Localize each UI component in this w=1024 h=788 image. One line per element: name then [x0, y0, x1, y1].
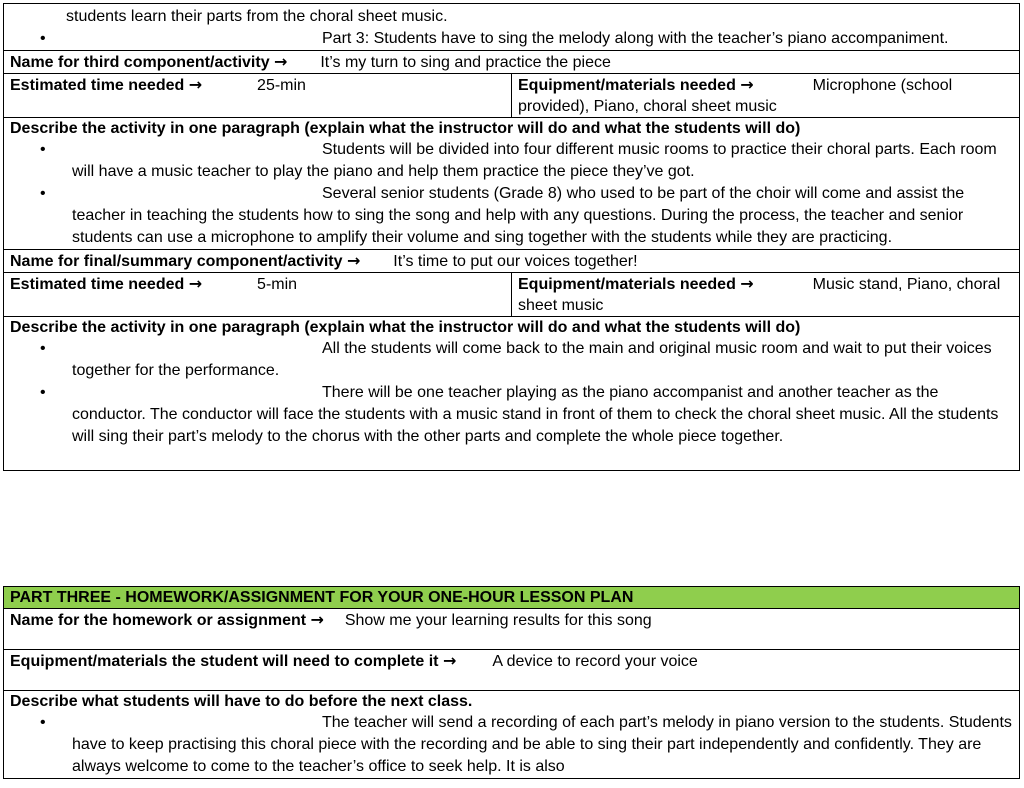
list-item: • There will be one teacher playing as the piano accompanist and another teacher as the conductor. The conductor will face the students with a music stand in front of them to check the choral sheet music. All the students will sing their part’s melody to the chorus with the other parts and complete the whole piece together.	[40, 384, 999, 445]
homework-equip-value: A device to record your voice	[492, 653, 698, 670]
final-time-label: Estimated time needed	[10, 276, 185, 293]
lesson-table-top	[3, 3, 1020, 471]
final-time-value: 5-min	[257, 276, 298, 293]
third-describe-row	[4, 118, 1019, 250]
list-item: • Students will be divided into four different music rooms to practice their choral parts. Each room will have a music teacher to play the piano and help them practice the piece they’ve got.	[40, 141, 997, 180]
part3-row	[4, 4, 1019, 51]
bullet-icon: •	[40, 714, 46, 731]
part-three-header: PART THREE - HOMEWORK/ASSIGNMENT FOR YOUR ONE-HOUR LESSON PLAN	[4, 587, 1019, 609]
homework-bullet-list	[10, 712, 1013, 778]
homework-name-label: Name for the homework or assignment	[10, 612, 307, 629]
homework-describe-label: Describe what students will have to do before the next class.	[10, 693, 473, 710]
right-arrow-icon: →	[310, 610, 324, 629]
right-arrow-icon: →	[740, 274, 754, 293]
third-name-label: Name for third component/activity	[10, 54, 270, 71]
right-arrow-icon: →	[442, 651, 457, 670]
third-equip-label: Equipment/materials needed	[518, 77, 736, 94]
final-name-label: Name for final/summary component/activity	[10, 253, 343, 270]
final-equip-label: Equipment/materials needed	[518, 276, 736, 293]
right-arrow-icon: →	[188, 75, 203, 94]
third-time-cell	[4, 74, 512, 117]
final-equip-value: Music stand, Piano, choral sheet music	[518, 276, 1001, 314]
bullet-icon: •	[40, 384, 46, 401]
list-item: • The teacher will send a recording of each part’s melody in piano version to the students. Students have to keep practising this choral piece with the recording and be able to sing their part independently and confidently. They are always welcome to come to the teacher’s office to seek help. It is also	[40, 714, 1012, 775]
right-arrow-icon: →	[346, 251, 361, 270]
third-equip-value: Microphone (school provided), Piano, choral sheet music	[518, 77, 953, 115]
right-arrow-icon: →	[188, 274, 203, 293]
third-bullet-list	[10, 139, 1013, 249]
right-arrow-icon: →	[740, 75, 754, 94]
list-item: • All the students will come back to the main and original music room and wait to put their voices together for the performance.	[40, 340, 992, 379]
part3-list	[10, 28, 1013, 50]
third-time-value: 25-min	[257, 77, 306, 94]
homework-equip-row	[4, 650, 1019, 691]
homework-name-row	[4, 609, 1019, 650]
final-name-row	[4, 250, 1019, 273]
list-item: • Part 3: Students have to sing the melody along with the teacher’s piano accompaniment.	[10, 28, 1013, 50]
final-describe-label: Describe the activity in one paragraph (explain what the instructor will do and what the students will do)	[10, 319, 801, 336]
third-equip-cell	[512, 74, 1019, 117]
part-three-table	[3, 586, 1020, 779]
right-arrow-icon: →	[274, 52, 288, 71]
final-describe-row	[4, 317, 1019, 470]
continuation-text: students learn their parts from the choral sheet music.	[66, 8, 448, 25]
final-name-value: It’s time to put our voices together!	[393, 253, 638, 270]
homework-describe-row	[4, 691, 1019, 778]
final-equip-cell	[512, 273, 1019, 316]
third-time-equip-row	[4, 74, 1019, 118]
final-bullet-list	[10, 338, 1013, 448]
third-name-row	[4, 51, 1019, 74]
final-time-cell	[4, 273, 512, 316]
list-item: • Several senior students (Grade 8) who used to be part of the choir will come and assist the teacher in teaching the students how to sing the song and help with any questions. During the process, the teacher and senior students can use a microphone to amplify their volume and sing together with the students while they are practicing.	[40, 185, 965, 246]
homework-name-value: Show me your learning results for this song	[344, 612, 652, 629]
bullet-icon: •	[40, 185, 46, 202]
final-time-equip-row	[4, 273, 1019, 317]
third-time-label: Estimated time needed	[10, 77, 185, 94]
bullet-icon: •	[40, 340, 46, 357]
third-name-value: It’s my turn to sing and practice the piece	[320, 54, 611, 71]
bullet-icon: •	[40, 30, 46, 47]
third-describe-label: Describe the activity in one paragraph (explain what the instructor will do and what the students will do)	[10, 120, 801, 137]
homework-equip-label: Equipment/materials the student will need to complete it	[10, 653, 439, 670]
bullet-icon: •	[40, 141, 46, 158]
